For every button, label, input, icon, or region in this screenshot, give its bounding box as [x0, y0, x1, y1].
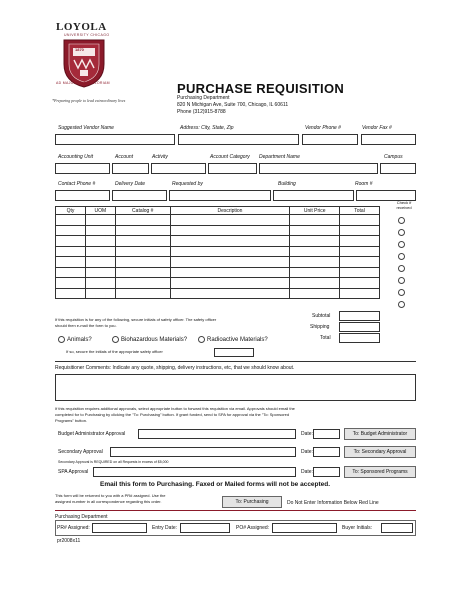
delivery-date-label: Delivery Date — [115, 181, 146, 187]
check-received-label: Check if received — [396, 200, 412, 210]
items-table — [55, 206, 380, 299]
received-checkbox[interactable] — [398, 289, 405, 296]
cell[interactable] — [340, 278, 380, 289]
table-row — [56, 246, 380, 257]
to-sponsored-programs-button[interactable]: To: Sponsored Programs — [344, 466, 416, 478]
account-category-field[interactable] — [208, 163, 257, 174]
cell[interactable] — [170, 257, 290, 268]
col-total: Total — [340, 207, 380, 215]
cell[interactable] — [85, 267, 115, 278]
cell[interactable] — [290, 257, 340, 268]
vendor-fax-field[interactable] — [361, 134, 416, 145]
cell[interactable] — [85, 215, 115, 226]
return-note-2: assigned number in all correspondence regarding this order. — [55, 499, 162, 504]
vendor-phone-field[interactable] — [302, 134, 358, 145]
cell[interactable] — [115, 278, 170, 289]
buyer-initials-label: Buyer Initials: — [342, 525, 373, 531]
received-checkbox[interactable] — [398, 229, 405, 236]
vendor-address-field[interactable] — [178, 134, 299, 145]
cell[interactable] — [115, 288, 170, 299]
radioactive-radio[interactable] — [198, 336, 205, 343]
purchasing-dept-label: Purchasing Department — [55, 514, 108, 520]
cell[interactable] — [170, 215, 290, 226]
seal-year: 1870 — [75, 47, 84, 52]
safety-initials-label: If so, secure the initials of the appropriate safety officer — [66, 349, 163, 354]
shipping-label: Shipping — [310, 324, 330, 330]
secondary-date-field[interactable] — [313, 447, 340, 457]
received-checkbox[interactable] — [398, 277, 405, 284]
comments-field[interactable] — [55, 374, 416, 401]
activity-label: Activity — [152, 154, 168, 160]
account-category-label: Account Category — [210, 154, 250, 160]
cell[interactable] — [170, 246, 290, 257]
animals-radio[interactable] — [58, 336, 65, 343]
budget-approval-field[interactable] — [138, 429, 296, 439]
cell[interactable] — [115, 236, 170, 247]
email-instruction: Email this form to Purchasing. Faxed or Mailed forms will not be accepted. — [100, 481, 331, 488]
delivery-date-field[interactable] — [112, 190, 167, 201]
activity-field[interactable] — [151, 163, 206, 174]
cell[interactable] — [170, 267, 290, 278]
items-header-row — [56, 207, 380, 215]
cell[interactable] — [56, 278, 86, 289]
return-note-1: This form will be returned to you with a PR# assigned. Use the — [55, 493, 166, 498]
vendor-phone-label: Vendor Phone # — [305, 125, 341, 131]
table-row — [56, 288, 380, 299]
received-checkbox[interactable] — [398, 265, 405, 272]
biohazard-label: Biohazardous Materials? — [121, 337, 188, 343]
cell[interactable] — [85, 278, 115, 289]
department-name-label: Department Name — [259, 154, 300, 160]
logo-subtitle: UNIVERSITY CHICAGO — [64, 33, 110, 37]
divider — [55, 361, 416, 362]
vendor-name-label: Suggested Vendor Name — [58, 125, 114, 131]
buyer-initials-field[interactable] — [381, 523, 413, 533]
safety-initials-field[interactable] — [214, 348, 254, 357]
do-not-enter-note: Do Not Enter Information Below Red Line — [287, 500, 379, 506]
spa-approval-field[interactable] — [93, 467, 296, 477]
logo-wordmark: LOYOLA — [56, 21, 107, 33]
cell[interactable] — [170, 288, 290, 299]
animals-label: Animals? — [67, 337, 92, 343]
subtotal-label: Subtotal — [312, 313, 331, 319]
cell[interactable] — [340, 225, 380, 236]
approvals-instructions-1: If this requisition requires additional approvals, select appropriate button to forward this requisition via email. Approvals should email the — [55, 406, 295, 411]
entry-date-field[interactable] — [180, 523, 230, 533]
dept-name: Purchasing Department — [177, 95, 230, 101]
accounting-unit-label: Accounting Unit — [58, 154, 94, 160]
form-id: pr2008x11 — [57, 538, 81, 544]
account-field[interactable] — [112, 163, 149, 174]
requested-by-field[interactable] — [169, 190, 271, 201]
total-field[interactable] — [339, 333, 380, 343]
safety-instructions-1: If this requisition is for any of the following, secure initials of safety officer. The safety officer — [55, 317, 217, 322]
table-row — [56, 215, 380, 226]
shipping-field[interactable] — [339, 322, 380, 332]
cell[interactable] — [290, 278, 340, 289]
approvals-instructions-2: completed for to Purchasing by clicking the "To: Purchasing" button. If grant funded, send to SPA for approval via the "To: Sponsored — [55, 412, 290, 417]
received-checkbox[interactable] — [398, 253, 405, 260]
building-label: Building — [278, 181, 296, 187]
spa-date-label: Date: — [301, 469, 313, 475]
dept-phone: Phone (312)915-8788 — [177, 109, 226, 115]
col-description: Description — [170, 207, 290, 215]
cell[interactable] — [56, 215, 86, 226]
po-assigned-label: PO# Assigned: — [236, 525, 270, 531]
cell[interactable] — [340, 267, 380, 278]
secondary-required-note: Secondary Approval is REQUIRED on all Requests in excess of $5,000 — [58, 460, 169, 464]
cell[interactable] — [115, 257, 170, 268]
cell[interactable] — [56, 267, 86, 278]
received-checkbox[interactable] — [398, 241, 405, 248]
pr-assigned-label: PR# Assigned: — [57, 525, 90, 531]
cell[interactable] — [290, 267, 340, 278]
account-label: Account — [115, 154, 134, 160]
budget-approval-label: Budget Administrator Approval — [58, 431, 126, 437]
table-row — [56, 236, 380, 247]
secondary-approval-label: Secondary Approval — [58, 449, 103, 455]
dept-address: 820 N Michigan Ave, Suite 700, Chicago, IL 60611 — [177, 102, 289, 108]
cell[interactable] — [56, 288, 86, 299]
cell[interactable] — [56, 225, 86, 236]
cell[interactable] — [340, 257, 380, 268]
cell[interactable] — [170, 225, 290, 236]
cell[interactable] — [115, 225, 170, 236]
cell[interactable] — [115, 267, 170, 278]
cell[interactable] — [290, 288, 340, 299]
comments-label: Requisitioner Comments: Indicate any quote, shipping, delivery instructions, etc, that we should know about. — [55, 365, 295, 371]
col-qty: Qty — [56, 207, 86, 215]
table-row — [56, 257, 380, 268]
to-budget-administrator-button[interactable]: To: Budget Administrator — [344, 428, 416, 440]
cell[interactable] — [340, 246, 380, 257]
received-checkbox[interactable] — [398, 217, 405, 224]
contact-phone-field[interactable] — [55, 190, 110, 201]
cell[interactable] — [340, 215, 380, 226]
contact-phone-label: Contact Phone # — [58, 181, 96, 187]
po-assigned-field[interactable] — [272, 523, 337, 533]
cell[interactable] — [85, 246, 115, 257]
vendor-name-field[interactable] — [55, 134, 175, 145]
campus-label: Campus — [384, 154, 403, 160]
cell[interactable] — [170, 278, 290, 289]
requested-by-label: Requested by — [172, 181, 203, 187]
table-row — [56, 225, 380, 236]
table-row — [56, 267, 380, 278]
safety-instructions-2: should then e-mail the form to you. — [55, 323, 117, 328]
table-row — [56, 278, 380, 289]
cell[interactable] — [115, 246, 170, 257]
to-purchasing-button[interactable]: To: Purchasing — [222, 496, 282, 508]
spa-date-field[interactable] — [313, 467, 340, 477]
cell[interactable] — [85, 288, 115, 299]
entry-date-label: Entry Date: — [152, 525, 178, 531]
spa-approval-label: SPA Approval — [58, 469, 89, 475]
vendor-fax-label: Vendor Fax # — [362, 125, 392, 131]
cell[interactable] — [170, 236, 290, 247]
cell[interactable] — [115, 215, 170, 226]
biohazard-radio[interactable] — [112, 336, 119, 343]
cell[interactable] — [340, 236, 380, 247]
cell[interactable] — [85, 236, 115, 247]
cell[interactable] — [56, 257, 86, 268]
radioactive-label: Radioactive Materials? — [207, 337, 268, 343]
building-field[interactable] — [273, 190, 354, 201]
cell[interactable] — [290, 246, 340, 257]
cell[interactable] — [56, 236, 86, 247]
page-title: PURCHASE REQUISITION — [177, 81, 345, 96]
cell[interactable] — [85, 225, 115, 236]
cell[interactable] — [290, 225, 340, 236]
budget-date-label: Date: — [301, 431, 313, 437]
tagline: *Preparing people to lead extraordinary lives — [52, 98, 126, 103]
subtotal-field[interactable] — [339, 311, 380, 321]
cell[interactable] — [56, 246, 86, 257]
col-unit-price: Unit Price — [290, 207, 340, 215]
cell[interactable] — [85, 257, 115, 268]
budget-date-field[interactable] — [313, 429, 340, 439]
seal-motto: AD MAJOREM DEI GLORIAM — [56, 81, 110, 85]
col-uom: UOM — [85, 207, 115, 215]
cell[interactable] — [290, 215, 340, 226]
vendor-address-label: Address: City, State, Zip — [180, 125, 234, 131]
cell[interactable] — [340, 288, 380, 299]
secondary-approval-field[interactable] — [110, 447, 296, 457]
accounting-unit-field[interactable] — [55, 163, 110, 174]
pr-assigned-field[interactable] — [92, 523, 147, 533]
cell[interactable] — [290, 236, 340, 247]
received-checkbox[interactable] — [398, 301, 405, 308]
red-line — [55, 510, 416, 511]
approvals-instructions-3: Programs" button. — [55, 418, 88, 423]
total-label: Total — [320, 335, 331, 341]
to-secondary-approval-button[interactable]: To: Secondary Approval — [344, 446, 416, 458]
room-label: Room # — [355, 181, 373, 187]
secondary-date-label: Date: — [301, 449, 313, 455]
department-name-field[interactable] — [259, 163, 378, 174]
campus-field[interactable] — [380, 163, 416, 174]
col-catalog: Catalog # — [115, 207, 170, 215]
